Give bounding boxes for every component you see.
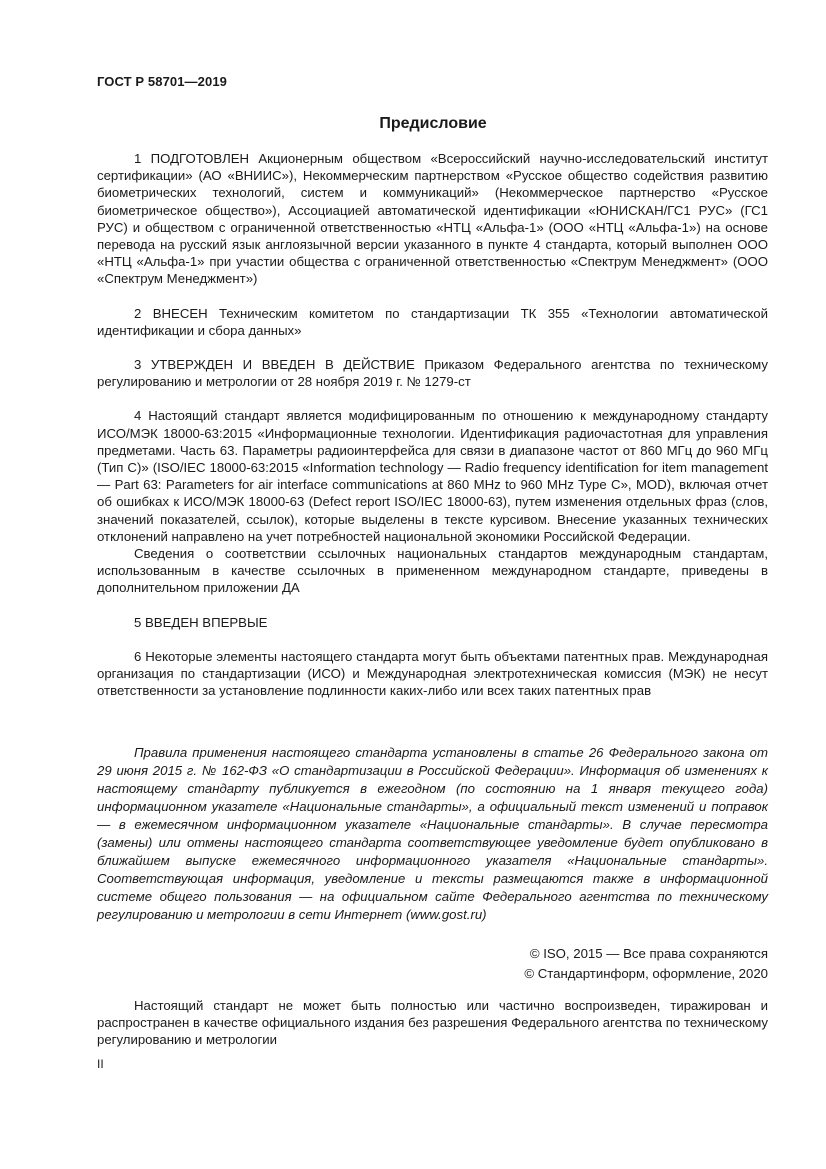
paragraph-1-prepared: 1 ПОДГОТОВЛЕН Акционерным обществом «Всероссийский научно-исследовательский институт сертификации» (АО «ВНИИС»), Некоммерческим партнерством «Русское общество содействия развитию биометрических технологий, систем и коммуникаций» (Некоммерческое партнерство «Русское биометрическое общество»), Ассоциацией автоматической идентификации «ЮНИСКАН/ГС1 РУС» (ГС1 РУС) и обществом с ограниченной ответственностью «НТЦ «Альфа-1» (ООО «НТЦ «Альфа-1») на основе перевода на русский язык англоязычной версии указанного в пункте 4 стандарта, который выполнен ООО «НТЦ «Альфа-1» при участии общества с ограниченной ответственностью «Спектрум Менеджмент» (ООО «Спектрум Менеджмент») [97,151,768,287]
application-rules-notice: Правила применения настоящего стандарта установлены в статье 26 Федерального закона от 29 июня 2015 г. № 162-ФЗ «О стандартизации в Российской Федерации». Информация об изменениях к настоящему стандарту публикуется в ежегодном (по состоянию на 1 января текущего года) информационном указателе «Национальные стандарты», а официальный текст изменений и поправок — в ежемесячном информационном указателе «Национальные стандарты». В случае пересмотра (замены) или отмены настоящего стандарта соответствующее уведомление будет опубликовано в ближайшем выпуске ежемесячного информационного указателя «Национальные стандарты». Соответствующая информация, уведомление и тексты размещаются также в информационной системе общего пользования — на официальном сайте Федерального агентства по техническому регулированию и метрологии в сети Интернет (www.gost.ru) [97,745,768,922]
paragraph-4-references: Сведения о соответствии ссылочных национальных стандартов международным стандартам, использованным в качестве ссылочных в примененном международном стандарте, приведены в дополнительном приложении ДА [97,546,768,596]
paragraph-2-submitted: 2 ВНЕСЕН Техническим комитетом по стандартизации ТК 355 «Технологии автоматической идентификации и сбора данных» [97,305,768,338]
reproduction-rights-notice: Настоящий стандарт не может быть полностью или частично воспроизведен, тиражирован и распространен в качестве официального издания без разрешения Федерального агентства по техническому регулированию и метрологии [97,998,768,1048]
copyright-standartinform: © Стандартинформ, оформление, 2020 [524,966,768,981]
page-title: Предисловие [379,115,487,132]
paragraph-3-approved: 3 УТВЕРЖДЕН И ВВЕДЕН В ДЕЙСТВИЕ Приказом Федерального агентства по техническому регулированию и метрологии от 28 ноября 2019 г. № 1279-ст [97,357,768,390]
copyright-iso: © ISO, 2015 — Все права сохраняются [529,946,768,961]
paragraph-5-introduced: 5 ВВЕДЕН ВПЕРВЫЕ [134,614,268,630]
copyright-block [524,944,768,984]
page-number: II [97,1057,104,1071]
document-code: ГОСТ Р 58701—2019 [97,74,227,89]
paragraph-4-modification: 4 Настоящий стандарт является модифицированным по отношению к международному стандарту ИСО/МЭК 18000-63:2015 «Информационные технологии. Идентификация радиочастотная для управления предметами. Часть 63. Параметры радиоинтерфейса для связи в диапазоне частот от 860 МГц до 960 МГц (Тип С)» (ISO/IEC 18000-63:2015 «Information technology — Radio frequency identification for item management — Part 63: Parameters for air interface communications at 860 MHz to 960 MHz Type C», MOD), включая отчет об ошибках к ИСО/МЭК 18000-63 (Defect report ISO/IEC 18000-63), путем изменения отдельных фраз (слов, значений показателей, ссылок), которые выделены в тексте курсивом. Внесение указанных технических отклонений направлено на учет потребностей национальной экономики Российской Федерации. [97,408,768,544]
paragraph-6-patents: 6 Некоторые элементы настоящего стандарта могут быть объектами патентных прав. Международная организация по стандартизации (ИСО) и Международная электротехническая комиссия (МЭК) не несут ответственности за установление подлинности каких-либо или всех таких патентных прав [97,648,768,699]
foreword-body [97,150,768,716]
